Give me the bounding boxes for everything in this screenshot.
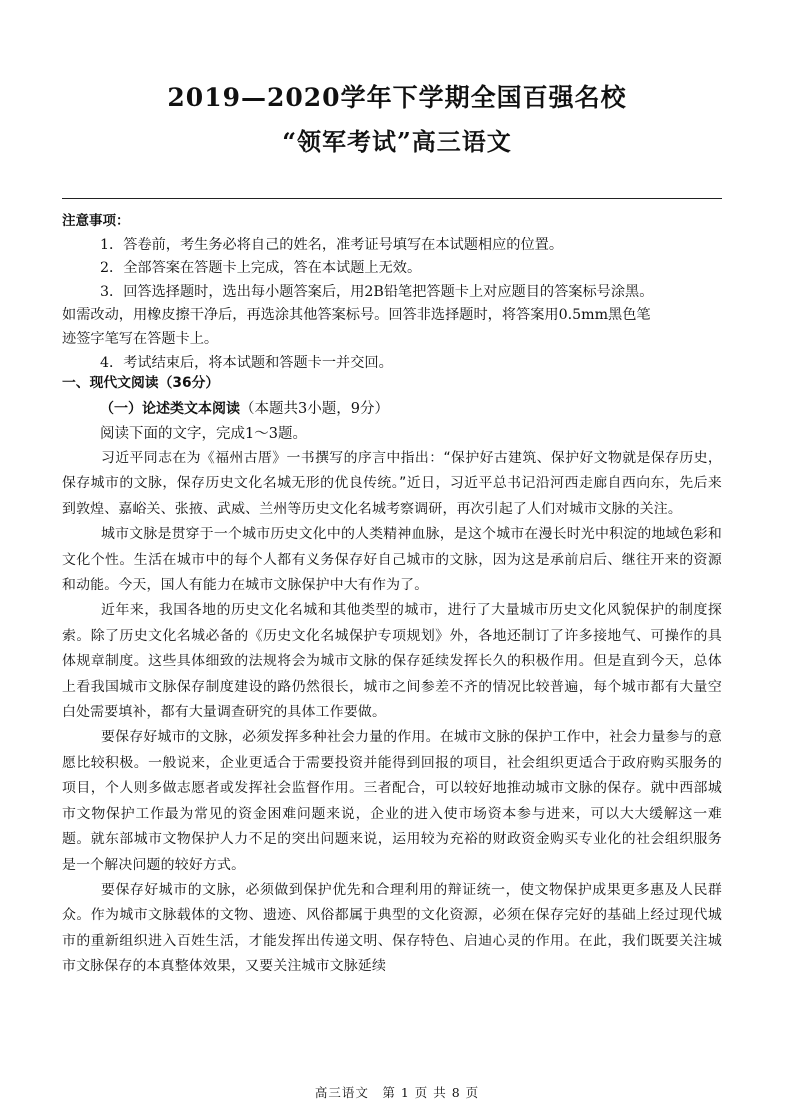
- notes-heading: 注意事项：: [62, 213, 130, 229]
- notes-item-4: 4．考试结束后，将本试题和答题卡一并交回。: [100, 354, 393, 371]
- reading-instruction: 阅读下面的文字，完成1～3题。: [100, 426, 307, 442]
- page-footer: 高三语文 第 1 页 共 8 页: [314, 1085, 480, 1100]
- subsection-name: （一）论述类文本阅读: [100, 401, 240, 417]
- passage-paragraph: 习近平同志在为《福州古厝》一书撰写的序言中指出：“保护好古建筑、保护好文物就是保存历史，保存城市的文脉，保存历史文化名城无形的优良传统。”近日，习近平总书记沿河西走廊自西向东，先后来到敦煌、嘉峪关、张掖、武威、兰州等历史文化名城考察调研，再次引起了人们对城市文脉的关注。: [62, 450, 722, 517]
- notes-item-1: 1．答卷前，考生务必将自己的姓名，准考证号填写在本试题相应的位置。: [100, 236, 564, 253]
- exam-notes: [62, 210, 662, 375]
- notes-item-3: 3．回答选择题时，选出每小题答案后，用2B铅笔把答题卡上对应题目的答案标号涂黑。如需改动，用橡皮擦干净后，再选涂其他答案标号。回答非选择题时，将答案用0.5mm黑色笔迹签字笔写在答题卡上。: [62, 283, 654, 347]
- subsection-note: （本题共3小题，9分）: [240, 401, 389, 417]
- exam-title-line1: 2019—2020学年下学期全国百强名校: [167, 83, 627, 112]
- passage-paragraph: 城市文脉是贯穿于一个城市历史文化中的人类精神血脉，是这个城市在漫长时光中积淀的地域色彩和文化个性。生活在城市中的每个人都有义务保存好自己城市的文脉，因为这是承前启后、继往开来的资源和动能。今天，国人有能力在城市文脉保护中大有作为了。: [62, 526, 722, 594]
- notes-item-2: 2．全部答案在答题卡上完成，答在本试题上无效。: [100, 260, 422, 277]
- header-divider: [62, 198, 722, 199]
- reading-passage: [62, 446, 722, 980]
- passage-paragraph: 近年来，我国各地的历史文化名城和其他类型的城市，进行了大量城市历史文化风貌保护的制度探索。除了历史文化名城必备的《历史文化名城保护专项规划》外，各地还制订了许多接地气、可操作的具体规章制度。这些具体细致的法规将会为城市文脉的保存延续发挥长久的积极作用。但是直到今天，总体上看我国城市文脉保存制度建设的路仍然很长，城市之间参差不齐的情况比较普遍，每个城市都有大量空白处需要填补，都有大量调查研究的具体工作要做。: [62, 602, 722, 721]
- passage-paragraph: 要保存好城市的文脉，必须做到保护优先和合理利用的辩证统一，使文物保护成果更多惠及人民群众。作为城市文脉载体的文物、遗迹、风俗都属于典型的文化资源，必须在保存完好的基础上经过现代城市的重新组织进入百姓生活，才能发挥出传递文明、保存特色、启迪心灵的作用。在此，我们既要关注城市文脉保存的本真整体效果，又要关注城市文脉延续: [62, 881, 722, 975]
- part-title: 一、现代文阅读（36分）: [62, 375, 220, 391]
- passage-paragraph: 要保存好城市的文脉，必须发挥多种社会力量的作用。在城市文脉的保护工作中，社会力量参与的意愿比较积极。一般说来，企业更适合于需要投资并能得到回报的项目，社会组织更适合于政府购买服务的项目，个人则多做志愿者或发挥社会监督作用。三者配合，可以较好地推动城市文脉的保存。就中西部城市文物保护工作最为常见的资金困难问题来说，企业的进入使市场资本参与进来，可以大大缓解这一难题。就东部城市文物保护人力不足的突出问题来说，运用较为充裕的财政资金购买专业化的社会组织服务是一个解决问题的较好方式。: [62, 729, 722, 873]
- exam-title-line2: “领军考试”高三语文: [282, 127, 512, 156]
- subsection-title: [100, 398, 389, 421]
